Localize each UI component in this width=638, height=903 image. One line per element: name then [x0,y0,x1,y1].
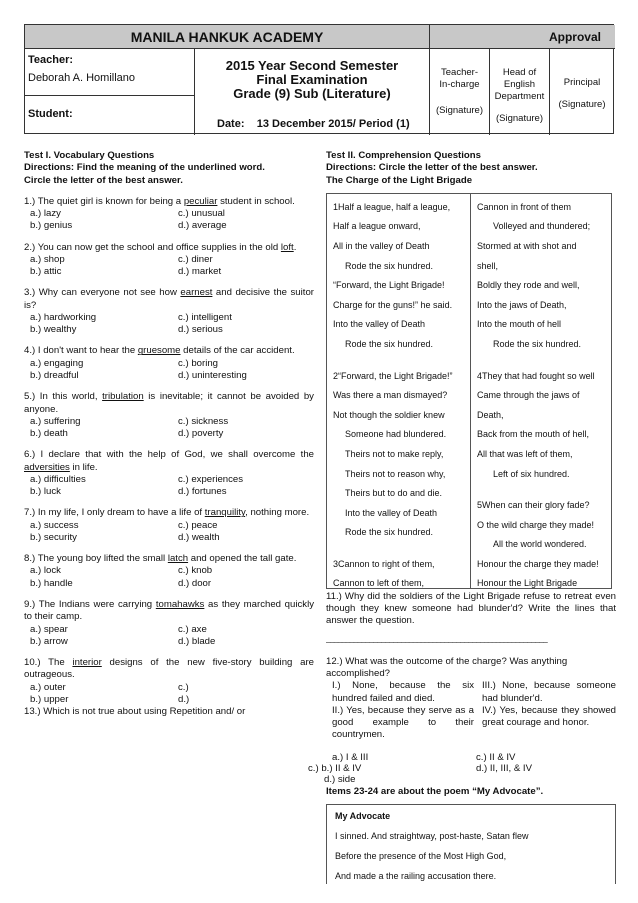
option-c: c.) axe [178,623,207,635]
vocab-question [24,449,314,498]
poem-line: Honour the charge they made! [477,558,599,569]
poem-line: Rode the six hundred. [493,338,582,349]
underlined-word: interior [72,657,102,669]
option-c: c.) [178,681,189,693]
stem-text: student in school. [217,195,295,207]
option-b: b.) wealthy [30,324,77,336]
signature-placeholder: (Signature) [558,99,606,111]
school-name: MANILA HANKUK ACADEMY [25,25,430,49]
poem-left-column [333,202,471,598]
approver-role: In-charge [439,79,480,91]
stem-text: and decisive the suitor is? [24,287,314,311]
option-a: a.) outer [30,681,66,693]
date-value: 13 December 2015/ Period (1) [256,118,410,130]
test2-title: Test II. Comprehension Questions [326,150,481,161]
option-c: c.) unusual [178,208,225,220]
option-b: b.) arrow [30,635,68,647]
poem-line: All in the valley of Death [333,240,430,251]
option-b: b.) genius [30,220,73,232]
option-a: a.) lazy [30,208,61,220]
vocab-question [24,345,314,382]
stem-text: , nothing more. [245,507,310,519]
q12-statement-ii: II.) Yes, because they serve as a good example to their countrymen. [332,704,474,741]
answer-options [24,416,314,441]
vocab-question [24,287,314,336]
exam-grade: Grade (9) Sub (Literature) [233,86,391,101]
stem-text: 8.) The young boy lifted the small [24,553,168,565]
exam-info-cell [195,49,430,135]
test2-column [308,150,616,884]
underlined-word: tranquility [204,507,246,519]
question-stem [24,599,314,624]
option-d: d.) fortunes [178,486,227,498]
stem-text: designs of the new five-story building are outrageous. [24,657,314,681]
poem-line: Theirs but to do and die. [345,488,443,499]
underlined-word: adversities [24,461,70,473]
q12-options [308,750,616,786]
poem-line: “Forward, the Light Brigade! [333,280,445,291]
advocate-poem-box [326,804,616,884]
poem-line: Into the jaws of Death, [477,299,567,310]
answer-line: ________________________________________________________ [326,633,548,643]
option-d: d.) poverty [178,428,224,440]
question-stem [24,242,314,254]
option-d: d.) [178,693,190,705]
option-c: c.) sickness [178,415,229,427]
vocab-question [24,196,314,233]
advocate-line: And made a the railing accusation there. [335,870,497,881]
advocate-line: Before the presence of the Most High God, [335,850,507,861]
poem-line: Half a league onward, [333,221,421,232]
option-b: b.) luck [30,486,61,498]
answer-options [24,565,314,590]
answer-options [24,358,314,383]
answer-options [24,624,314,649]
option-d: d.) average [178,220,227,232]
approver-role: Department [494,91,545,103]
answer-options [24,312,314,337]
option-a: a.) shop [30,253,65,265]
poem-line: Theirs not to make reply, [345,448,444,459]
poem-line: 1Half a league, half a league, [333,201,451,212]
poem-line: All that was left of them, [477,448,573,459]
poem-line: Rode the six hundred. [345,527,434,538]
stem-text: 2.) You can now get the school and office supplies in the old [24,241,281,253]
vocab-question [24,242,314,279]
poem-box [326,193,612,589]
option-a: a.) difficulties [30,473,86,485]
question-stem [24,657,314,682]
poem-line: shell, [477,260,499,271]
question-stem [24,287,314,312]
option-c: c.) diner [178,253,213,265]
question-stem [24,345,314,357]
option-a: a.) spear [30,623,68,635]
q12-statement-iii: III.) None, because someone had blunder'd. [482,680,616,704]
signature-placeholder: (Signature) [496,113,543,125]
poem-line: Not though the soldier knew [333,409,445,420]
approval-label: Approval [430,25,615,49]
poem-line: Cannon to left of them, [333,578,425,589]
poem-line: Cannon in front of them [477,201,572,212]
option-a: a.) success [30,519,79,531]
underlined-word: tomahawks [155,598,205,610]
q12-statements [326,680,616,741]
stem-text: as they marched quickly to their camp. [24,598,315,623]
poem-line: Into the valley of Death [333,319,426,330]
question-stem [24,449,314,474]
stem-text: 7.) In my life, I only dream to have a life of [24,507,205,519]
stem-text: 3.) Why can everyone not see how [24,287,181,299]
approver-principal [550,49,614,135]
exam-date [217,117,410,131]
poem-line: Theirs not to reason why, [345,468,446,479]
test1-column [24,150,314,718]
q12-option-d: d.) II, III, & IV [476,762,532,774]
date-label: Date: [217,118,245,130]
poem-line: Left of six hundred. [493,468,570,479]
underlined-word: latch [167,553,189,565]
poem-line: Boldly they rode and well, [477,280,580,291]
option-b: b.) security [30,531,77,543]
q12-statement-i: I.) None, because the six hundred failed and died. [332,680,474,704]
poem-line: Charge for the guns!” he said. [333,299,453,310]
option-a: a.) suffering [30,415,81,427]
q12-side: d.) side [324,773,356,785]
stem-text: . [293,241,297,253]
option-a: a.) hardworking [30,311,97,323]
student-label: Student: [28,108,73,120]
stem-text: and opened the tall gate. [188,553,297,565]
option-b: b.) death [30,428,68,440]
poem-line: Honour the Light Brigade [477,578,578,589]
poem-title: The Charge of the Light Brigade [326,174,473,186]
option-c: c.) boring [178,357,218,369]
poem-line: 4They that had fought so well [477,370,595,381]
test1-title: Test I. Vocabulary Questions [24,150,155,161]
items-note: Items 23-24 are about the poem “My Advocate”. [326,785,544,797]
option-c: c.) experiences [178,473,244,485]
teacher-student-cell [25,49,195,135]
underlined-word: loft [280,241,294,253]
q12-option-a: a.) I & III [332,751,369,763]
vocab-question [24,657,314,706]
poem-line: Was there a man dismayed? [333,390,448,401]
advocate-line: I sinned. And straightway, post-haste, Satan flew [335,830,529,841]
exam-semester: 2015 Year Second Semester [225,58,399,73]
option-b: b.) upper [30,693,69,705]
question-stem [24,553,314,565]
test2-directions: Directions: Circle the letter of the best answer. [326,162,538,174]
approver-head [490,49,550,135]
stem-text: 4.) I don't want to hear the [24,345,138,357]
poem-line: 5When can their glory fade? [477,500,590,511]
stem-text: in life. [69,461,98,473]
q12-option-c: c.) II & IV [476,751,516,763]
option-d: d.) blade [178,635,216,647]
poem-line: Into the mouth of hell [477,319,562,330]
poem-line: Death, [477,409,504,420]
poem-line: Rode the six hundred. [345,260,434,271]
question-stem [24,196,314,208]
question-13: 13.) Which is not true about using Repetition and/ or [24,706,246,718]
poem-line: Volleyed and thundered; [493,221,591,232]
poem-line: 2“Forward, the Light Brigade!” [333,370,453,381]
stem-text: details of the car accident. [180,345,295,357]
answer-options [24,254,314,279]
poem-line: 3Cannon to right of them, [333,558,435,569]
underlined-word: tribulation [102,391,144,403]
question-11: 11.) Why did the soldiers of the Light Brigade refuse to retreat even though they knew someone had blunder'd? Write the lines that answer the question. [326,590,616,627]
vocab-question [24,599,314,648]
teacher-name: Deborah A. Homillano [28,72,136,84]
option-b: b.) handle [30,577,73,589]
q12-statement-iv: IV.) Yes, because they showed great courage and honor. [482,704,616,729]
answer-options [24,474,314,499]
stem-text: is inevitable; it cannot be avoided by anyone. [24,391,314,415]
answer-options [24,208,314,233]
poem-line: O the wild charge they made! [477,519,595,530]
answer-options [24,682,314,707]
option-b: b.) attic [30,266,62,278]
option-b: b.) dreadful [30,369,79,381]
poem-line: Came through the jaws of [477,390,580,401]
advocate-title: My Advocate [335,810,391,821]
poem-line: Stormed at with shot and [477,240,577,251]
teacher-label: Teacher: [28,54,74,66]
exam-title: Final Examination [256,72,368,87]
vocab-question [24,507,314,544]
question-stem [24,507,314,519]
approver-role: English [503,79,536,91]
underlined-word: peculiar [183,195,218,207]
option-c: c.) intelligent [178,311,232,323]
question-12: 12.) What was the outcome of the charge? Was anything accomplished? [326,655,568,680]
option-d: d.) uninteresting [178,369,247,381]
approver-role: Head of [502,67,537,78]
poem-line: Someone had blundered. [345,429,447,440]
underlined-word: gruesome [137,345,181,357]
stem-text: 1.) The quiet girl is known for being a [24,195,184,207]
poem-line: Back from the mouth of hell, [477,429,590,440]
poem-line: Rode the six hundred. [345,338,434,349]
option-d: d.) serious [178,324,223,336]
stem-text: 6.) I declare that with the help of God, we shall overcome the [24,449,314,461]
vocab-question [24,553,314,590]
exam-header [24,24,614,134]
underlined-word: earnest [180,287,213,299]
option-d: d.) wealth [178,531,220,543]
question-stem [24,391,314,416]
q12-option-b: c.) b.) II & IV [308,762,362,774]
answer-options [24,520,314,545]
poem-line: All the world wondered. [493,539,587,550]
poem-line: Into the valley of Death [345,507,438,518]
approver-role: Teacher- [441,67,478,78]
vocab-question [24,391,314,440]
vocab-question-list [24,196,314,719]
option-a: a.) lock [30,565,61,577]
option-c: c.) knob [178,565,213,577]
test1-directions-2: Circle the letter of the best answer. [24,174,183,186]
option-d: d.) door [178,577,212,589]
signature-placeholder: (Signature) [436,105,483,117]
option-c: c.) peace [178,519,218,531]
test1-directions: Directions: Find the meaning of the underlined word. [24,162,265,174]
poem-right-column [477,202,615,598]
option-a: a.) engaging [30,357,84,369]
approver-role: Principal [563,77,601,88]
stem-text: 10.) The [24,657,73,669]
stem-text: 9.) The Indians were carrying [24,598,156,610]
stem-text: 5.) In this world, [24,391,103,403]
approver-teacher [430,49,490,135]
option-d: d.) market [178,266,222,278]
